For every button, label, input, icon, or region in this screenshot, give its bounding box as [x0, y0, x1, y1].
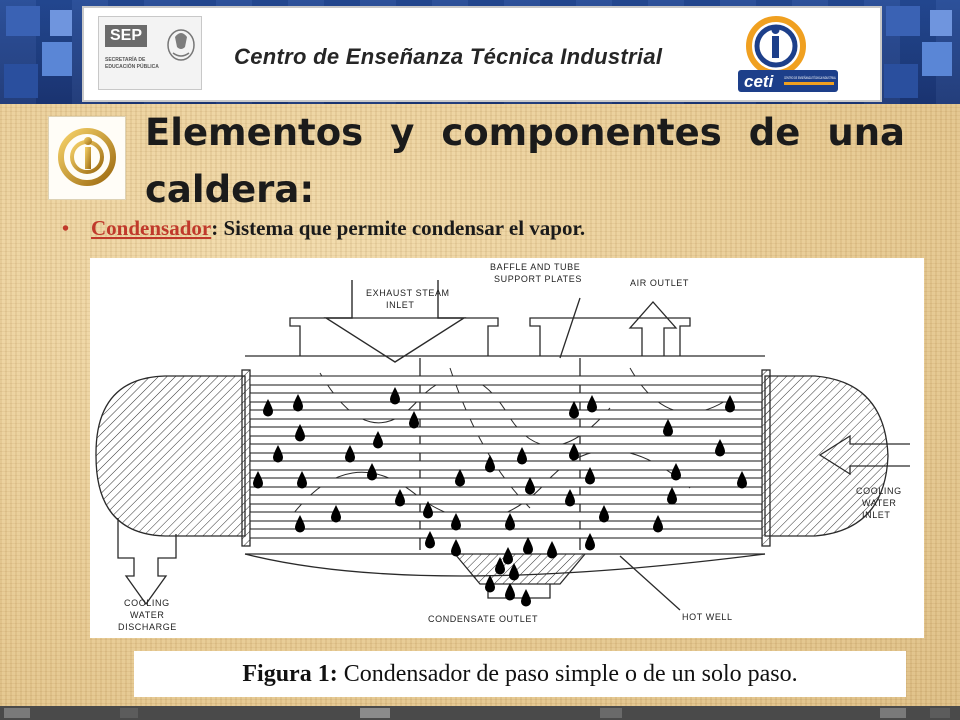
sep-logo-subtitle: SECRETARÍA DE EDUCACIÓN PÚBLICA — [105, 57, 159, 70]
slide-title: Elementos y componentes de una caldera: — [145, 111, 905, 211]
droplet-icon — [297, 471, 307, 489]
label-exhaust-steam: EXHAUST STEAM — [366, 288, 450, 298]
droplet-icon — [715, 439, 725, 457]
tube-row — [250, 461, 762, 470]
droplet-icon — [253, 471, 263, 489]
sep-logo-word: SEP — [105, 25, 147, 47]
label-cooling-inlet-1: COOLING — [856, 486, 902, 496]
bullet-text: : Sistema que permite condensar el vapor. — [211, 216, 586, 240]
label-exhaust-inlet: INLET — [386, 300, 415, 310]
droplet-icon — [663, 419, 673, 437]
tube-row — [250, 529, 762, 538]
tube-row — [250, 512, 762, 521]
droplet-icon — [521, 589, 531, 607]
figure-caption — [134, 651, 906, 697]
droplet-icon — [451, 539, 461, 557]
tube-row — [250, 427, 762, 436]
label-cooling-inlet-2: WATER — [862, 498, 897, 508]
condenser-diagram — [90, 258, 924, 638]
bullet-item — [62, 216, 585, 241]
droplet-icon — [547, 541, 557, 559]
caption-text: Condensador de paso simple o de un solo paso. — [337, 661, 798, 687]
droplet-icon — [331, 505, 341, 523]
tube-bundle — [250, 376, 762, 538]
ceti-logo-tagline: CENTRO DE ENSEÑANZA TÉCNICA INDUSTRIAL — [784, 75, 837, 80]
tube-row — [250, 495, 762, 504]
caption-label: Figura 1: — [242, 661, 338, 687]
sep-logo — [98, 16, 202, 90]
label-support-plates: SUPPORT PLATES — [494, 274, 582, 284]
header-decoration-left — [0, 0, 80, 104]
tube-row — [250, 410, 762, 419]
ceti-logo-word: ceti — [744, 72, 774, 91]
bottom-decoration-bar — [0, 706, 960, 720]
droplet-icon — [505, 583, 515, 601]
tube-row — [250, 376, 762, 385]
label-hot-well: HOT WELL — [682, 612, 733, 622]
header-panel — [82, 6, 882, 102]
header-title: Centro de Enseñanza Técnica Industrial — [234, 44, 663, 69]
label-cooling-discharge-3: DISCHARGE — [118, 622, 177, 632]
tube-row — [250, 478, 762, 487]
label-cooling-inlet-3: INLET — [862, 510, 891, 520]
droplet-icon — [599, 505, 609, 523]
droplet-icon — [667, 487, 677, 505]
header-band — [0, 0, 960, 104]
label-cooling-discharge-2: WATER — [130, 610, 165, 620]
droplet-icon — [395, 489, 405, 507]
bullet-dot-icon: • — [62, 218, 70, 240]
label-baffle: BAFFLE AND TUBE — [490, 262, 581, 272]
droplet-icon — [523, 537, 533, 555]
gi-logo — [48, 116, 126, 200]
droplet-icon — [569, 401, 579, 419]
bullet-term-link[interactable]: Condensador — [91, 216, 212, 240]
gi-emblem-icon — [49, 117, 125, 199]
droplet-icon — [737, 471, 747, 489]
droplet-icon — [455, 469, 465, 487]
condenser-drawing — [90, 258, 924, 638]
label-condensate-outlet: CONDENSATE OUTLET — [428, 614, 539, 624]
header-decoration-right — [880, 0, 960, 104]
label-air-outlet: AIR OUTLET — [630, 278, 690, 288]
droplet-icon — [565, 489, 575, 507]
droplet-icon — [503, 547, 513, 565]
ceti-logo — [734, 12, 842, 96]
droplet-icon — [390, 387, 400, 405]
mexican-eagle-icon — [165, 23, 197, 63]
label-cooling-discharge-1: COOLING — [124, 598, 170, 608]
droplet-icon — [485, 455, 495, 473]
tube-row — [250, 393, 762, 402]
left-head — [96, 376, 245, 536]
tube-row — [250, 444, 762, 453]
